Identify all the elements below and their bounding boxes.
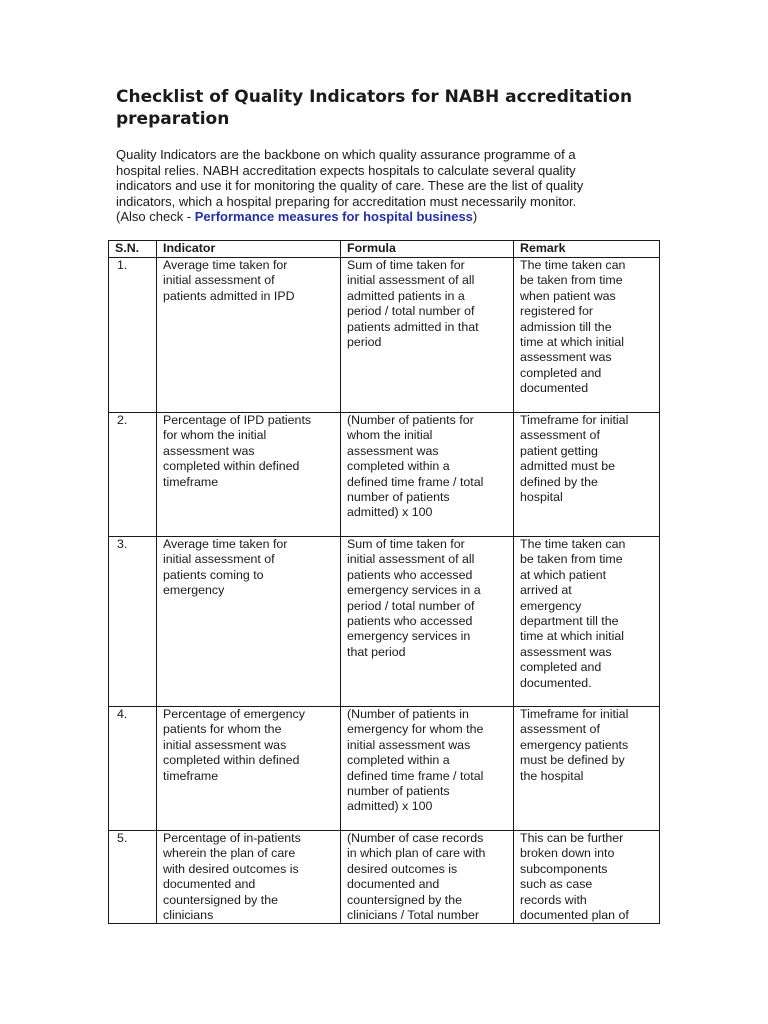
formula-line: clinicians / Total number	[347, 908, 480, 923]
indicator-line: patients admitted in IPD	[163, 288, 295, 303]
formula-line: admitted) x 100	[347, 799, 433, 814]
remark-line: hospital	[520, 490, 563, 505]
formula-line: desired outcomes is	[347, 861, 458, 876]
formula-line: defined time frame / total	[347, 474, 484, 489]
indicator-line: timeframe	[163, 474, 219, 489]
formula-line: completed within a	[347, 459, 450, 474]
cell-sn: 4.	[109, 707, 157, 831]
table-row	[109, 831, 660, 924]
cell-remark	[514, 831, 660, 924]
remark-line: assessment was	[520, 350, 612, 365]
formula-line: countersigned by the	[347, 892, 463, 907]
remark-line: department till the	[520, 614, 619, 629]
remark-line: be taken from time	[520, 273, 623, 288]
indicator-line: assessment was	[163, 443, 255, 458]
page-title	[116, 86, 676, 130]
remark-line: time at which initial	[520, 629, 624, 644]
remark-line: subcomponents	[520, 861, 608, 876]
remark-line: documented plan of	[520, 908, 629, 923]
cell-formula	[341, 258, 514, 413]
remark-line: Timeframe for initial	[520, 413, 629, 427]
formula-line: patients admitted in that	[347, 319, 479, 334]
indicator-line: initial assessment of	[163, 552, 275, 567]
header-sn: S.N.	[109, 241, 157, 258]
remark-line: assessment of	[520, 722, 600, 737]
remark-line: The time taken can	[520, 537, 626, 551]
indicator-line: Average time taken for	[163, 537, 288, 551]
cell-remark	[514, 413, 660, 537]
formula-line: period / total number of	[347, 304, 475, 319]
cell-formula	[341, 537, 514, 707]
remark-line: be taken from time	[520, 552, 623, 567]
indicator-line: Percentage of IPD patients	[163, 413, 312, 427]
remark-line: documented.	[520, 675, 592, 690]
formula-line: completed within a	[347, 753, 450, 768]
intro-line: hospital relies. NABH accreditation expects hospitals to calculate several quality	[116, 162, 576, 178]
indicator-line: patients coming to	[163, 567, 264, 582]
intro-line: indicators and use it for monitoring the quality of care. These are the list of quality	[116, 178, 584, 194]
formula-line: emergency services in a	[347, 583, 481, 598]
remark-line: patient getting	[520, 443, 598, 458]
formula-line: emergency services in	[347, 629, 471, 644]
formula-line: admitted) x 100	[347, 505, 433, 520]
table-row	[109, 707, 660, 831]
remark-line: documented	[520, 381, 589, 396]
indicator-line: timeframe	[163, 768, 219, 783]
remark-line: arrived at	[520, 583, 572, 598]
remark-line: defined by the	[520, 474, 598, 489]
performance-measures-link[interactable]: Performance measures for hospital business	[194, 209, 473, 225]
indicator-line: for whom the initial	[163, 428, 267, 443]
formula-line: number of patients	[347, 490, 450, 505]
remark-line: The time taken can	[520, 258, 626, 272]
remark-line: must be defined by	[520, 753, 625, 768]
formula-line: period / total number of	[347, 598, 475, 613]
cell-indicator	[157, 537, 341, 707]
formula-line: (Number of case records	[347, 831, 484, 845]
remark-line: time at which initial	[520, 335, 624, 350]
also-check-prefix: (Also check -	[116, 209, 195, 225]
remark-line: registered for	[520, 304, 594, 319]
cell-formula	[341, 831, 514, 924]
remark-line: completed and	[520, 365, 602, 380]
formula-line: (Number of patients for	[347, 413, 474, 427]
indicator-line: completed within defined	[163, 753, 300, 768]
remark-line: when patient was	[520, 288, 616, 303]
remark-line: assessment of	[520, 428, 600, 443]
header-formula: Formula	[341, 241, 514, 258]
cell-indicator	[157, 258, 341, 413]
cell-remark	[514, 537, 660, 707]
cell-remark	[514, 258, 660, 413]
indicator-line: Percentage of emergency	[163, 707, 305, 721]
formula-line: admitted patients in a	[347, 288, 465, 303]
remark-line: broken down into	[520, 846, 615, 861]
indicator-line: countersigned by the	[163, 892, 279, 907]
remark-line: at which patient	[520, 567, 607, 582]
remark-line: admission till the	[520, 319, 612, 334]
cell-remark	[514, 707, 660, 831]
formula-line: whom the initial	[347, 428, 433, 443]
table-row	[109, 537, 660, 707]
indicator-line: Percentage of in-patients	[163, 831, 301, 845]
title-line: preparation	[116, 109, 230, 129]
indicator-line: Average time taken for	[163, 258, 288, 272]
intro-paragraph	[116, 147, 664, 225]
indicator-line: initial assessment was	[163, 737, 287, 752]
formula-line: that period	[347, 644, 406, 659]
indicator-line: completed within defined	[163, 459, 300, 474]
remark-line: admitted must be	[520, 459, 616, 474]
formula-line: in which plan of care with	[347, 846, 486, 861]
cell-formula	[341, 413, 514, 537]
cell-indicator	[157, 413, 341, 537]
remark-line: Timeframe for initial	[520, 707, 629, 721]
cell-sn: 2.	[109, 413, 157, 537]
also-check-suffix: )	[472, 209, 478, 225]
formula-line: defined time frame / total	[347, 768, 484, 783]
cell-sn: 1.	[109, 258, 157, 413]
indicator-line: clinicians	[163, 908, 214, 923]
header-indicator: Indicator	[157, 241, 341, 258]
remark-line: records with	[520, 892, 587, 907]
indicator-line: with desired outcomes is	[163, 861, 299, 876]
formula-line: initial assessment was	[347, 737, 471, 752]
formula-line: emergency for whom the	[347, 722, 484, 737]
table-row	[109, 413, 660, 537]
quality-indicators-table	[108, 240, 660, 924]
cell-indicator	[157, 831, 341, 924]
indicator-line: documented and	[163, 877, 256, 892]
indicator-line: emergency	[163, 583, 225, 598]
remark-line: assessment was	[520, 644, 612, 659]
formula-line: patients who accessed	[347, 614, 473, 629]
intro-line: indicators, which a hospital preparing for accreditation must necessarily monitor.	[116, 193, 577, 209]
remark-line: completed and	[520, 660, 602, 675]
remark-line: the hospital	[520, 768, 584, 783]
formula-line: number of patients	[347, 784, 450, 799]
table-header-row	[109, 241, 660, 258]
remark-line: This can be further	[520, 831, 624, 845]
also-check-line	[116, 209, 664, 225]
header-remark: Remark	[514, 241, 660, 258]
indicator-line: initial assessment of	[163, 273, 275, 288]
remark-line: emergency patients	[520, 737, 629, 752]
indicator-line: patients for whom the	[163, 722, 282, 737]
cell-indicator	[157, 707, 341, 831]
formula-line: initial assessment of all	[347, 273, 475, 288]
cell-sn: 3.	[109, 537, 157, 707]
formula-line: assessment was	[347, 443, 439, 458]
table-row	[109, 258, 660, 413]
formula-line: documented and	[347, 877, 440, 892]
title-line: Checklist of Quality Indicators for NABH accreditation	[116, 87, 633, 107]
remark-line: such as case	[520, 877, 593, 892]
cell-sn: 5.	[109, 831, 157, 924]
formula-line: initial assessment of all	[347, 552, 475, 567]
remark-line: emergency	[520, 598, 582, 613]
formula-line: period	[347, 335, 382, 350]
formula-line: Sum of time taken for	[347, 537, 465, 551]
cell-formula	[341, 707, 514, 831]
formula-line: Sum of time taken for	[347, 258, 465, 272]
intro-line: Quality Indicators are the backbone on which quality assurance programme of a	[116, 147, 576, 162]
indicator-line: wherein the plan of care	[163, 846, 296, 861]
formula-line: patients who accessed	[347, 567, 473, 582]
formula-line: (Number of patients in	[347, 707, 469, 721]
